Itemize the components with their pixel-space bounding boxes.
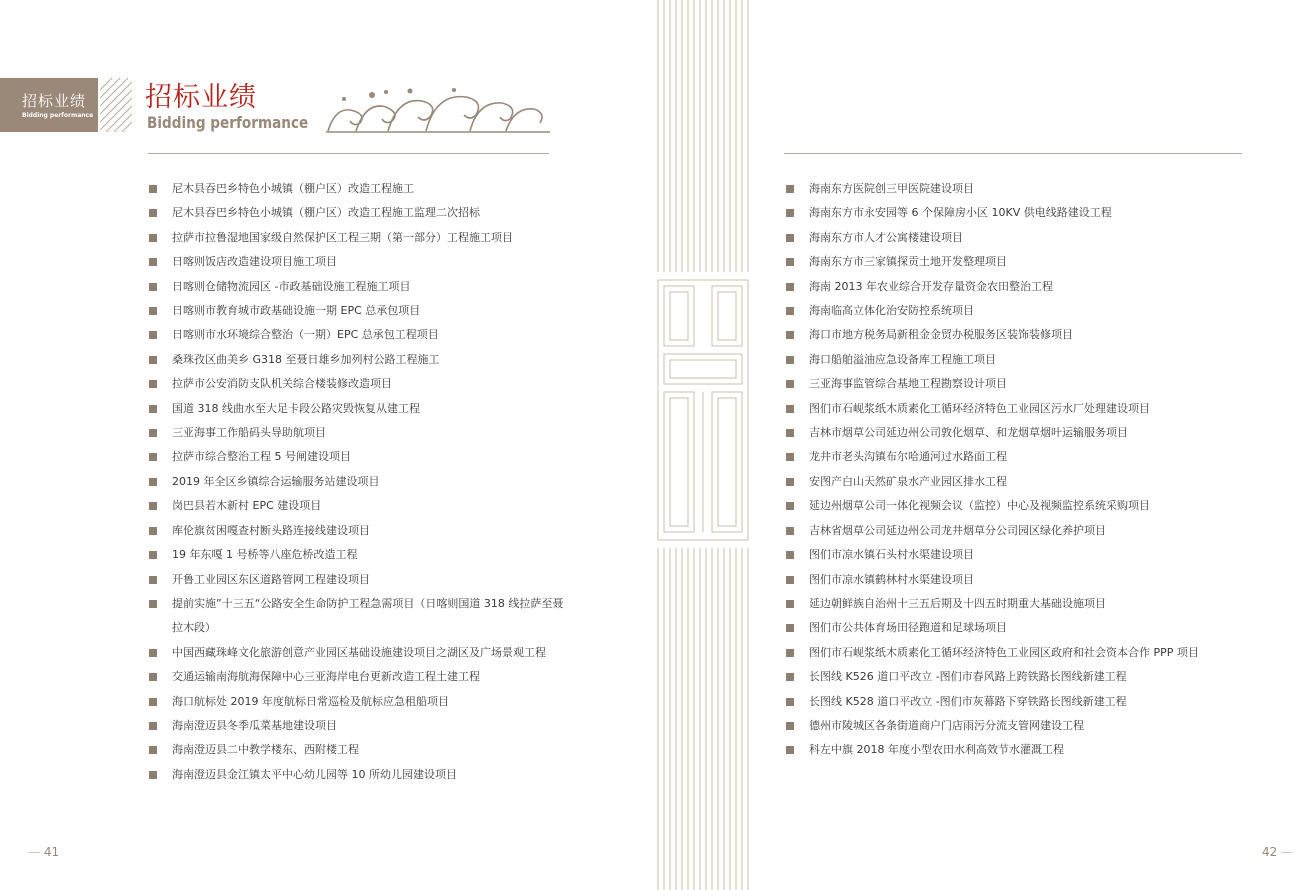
list-item (149, 372, 569, 396)
list-item-text: 德州市陵城区各条街道商户门店雨污分流支管网建设工程 (809, 718, 1084, 732)
list-item (786, 543, 1236, 567)
list-item-text: 海南东方医院创三甲医院建设项目 (809, 182, 974, 195)
page-title: 招标业绩 (145, 82, 257, 113)
list-item (786, 470, 1236, 494)
square-bullet-icon (149, 429, 157, 437)
list-item (786, 665, 1236, 689)
square-bullet-icon (149, 551, 157, 559)
square-bullet-icon (149, 405, 157, 413)
page-number-left-text: 41 (43, 845, 60, 859)
list-item (786, 421, 1236, 445)
center-fret-ornament (655, 0, 751, 890)
list-item (786, 201, 1236, 225)
list-item (149, 665, 569, 689)
list-item (149, 738, 569, 762)
square-bullet-icon (786, 209, 794, 217)
square-bullet-icon (149, 185, 157, 193)
list-item-text: 拉萨市拉鲁湿地国家级自然保护区工程三期（第一部分）工程施工项目 (172, 230, 513, 244)
list-item-text: 日喀则市教育城市政基础设施一期 EPC 总承包项目 (172, 304, 421, 318)
list-item (149, 445, 569, 469)
list-item (786, 690, 1236, 714)
list-item (149, 397, 569, 421)
list-item-text: 吉林省烟草公司延边州公司龙井烟草分公司园区绿化养护项目 (809, 523, 1106, 537)
list-item-text: 海南东方市人才公寓楼建设项目 (809, 230, 963, 244)
square-bullet-icon (786, 673, 794, 681)
list-item (149, 299, 569, 323)
list-item (149, 641, 569, 665)
list-item-text: 三亚海事工作船码头导助航项目 (172, 426, 326, 440)
list-item (786, 372, 1236, 396)
square-bullet-icon (149, 234, 157, 242)
right-divider (784, 153, 1242, 154)
square-bullet-icon (786, 527, 794, 535)
square-bullet-icon (149, 453, 157, 461)
page-number-right-text: 42 (1262, 845, 1278, 859)
list-item-text: 海南澄迈县二中教学楼东、西附楼工程 (172, 743, 359, 757)
list-item (786, 323, 1236, 347)
list-item (786, 177, 1236, 201)
list-item-text: 交通运输南海航海保障中心三亚海岸电台更新改造工程土建工程 (172, 670, 480, 684)
list-item-text: 2019 年全区乡镇综合运输服务站建设项目 (172, 474, 380, 488)
square-bullet-icon (149, 307, 157, 315)
page-number-right (1262, 845, 1293, 859)
square-bullet-icon (786, 453, 794, 461)
list-item-text: 国道 318 线曲水至大足卡段公路灾毁恢复从建工程 (172, 401, 420, 415)
list-item (149, 226, 569, 250)
list-item-text: 岗巴县若木新村 EPC 建设项目 (172, 499, 322, 513)
square-bullet-icon (786, 722, 794, 730)
list-item (149, 421, 569, 445)
list-item-text: 海口市地方税务局新租金金贸办税服务区装饰装修项目 (809, 328, 1073, 342)
square-bullet-icon (786, 576, 794, 584)
list-item-text: 开鲁工业园区东区道路管网工程建设项目 (172, 572, 370, 586)
list-item-text: 尼木县吞巴乡特色小城镇（棚户区）改造工程施工监理二次招标 (172, 206, 480, 220)
list-item (149, 177, 569, 201)
list-item-text: 海南临高立体化治安防控系统项目 (809, 304, 974, 318)
square-bullet-icon (149, 771, 157, 779)
list-item (149, 470, 569, 494)
list-item (786, 738, 1236, 762)
square-bullet-icon (786, 624, 794, 632)
list-item (149, 494, 569, 518)
square-bullet-icon (786, 551, 794, 559)
section-tab-title: 招标业绩 (22, 92, 87, 110)
square-bullet-icon (786, 283, 794, 291)
list-item-text: 海口船舶溢油应急设备库工程施工项目 (809, 352, 996, 366)
left-project-list (149, 177, 569, 787)
list-item (786, 226, 1236, 250)
list-item-text: 海口航标处 2019 年度航标日常巡检及航标应急租船项目 (172, 694, 449, 708)
dash-icon: — (28, 845, 44, 859)
list-item-text: 海南澄迈县金江镇太平中心幼儿园等 10 所幼儿园建设项目 (172, 767, 457, 781)
list-item-text: 延边州烟草公司一体化视频会议（监控）中心及视频监控系统采购项目 (809, 499, 1150, 513)
list-item-text: 桑珠孜区曲美乡 G318 至聂日雄乡加列村公路工程施工 (172, 352, 440, 366)
square-bullet-icon (149, 209, 157, 217)
list-item (786, 494, 1236, 518)
list-item-text: 海南澄迈县冬季瓜菜基地建设项目 (172, 718, 337, 732)
list-item-text: 拉萨市综合整治工程 5 号闸建设项目 (172, 450, 351, 464)
list-item (786, 275, 1236, 299)
wave-ornament (326, 87, 550, 133)
list-item-text: 海南东方市永安园等 6 个保障房小区 10KV 供电线路建设工程 (809, 206, 1112, 220)
list-item-text: 图们市公共体育场田径跑道和足球场项目 (809, 621, 1007, 635)
list-item-text: 科左中旗 2018 年度小型农田水利高效节水灌溉工程 (809, 743, 1064, 757)
square-bullet-icon (149, 502, 157, 510)
list-item-text: 图们市凉水镇鹤林村水渠建设项目 (809, 572, 974, 586)
list-item (786, 714, 1236, 738)
page-subtitle: Bidding performance (147, 113, 309, 132)
square-bullet-icon (149, 283, 157, 291)
list-item (149, 714, 569, 738)
list-item-text: 龙井市老头沟镇布尔哈通河过水路面工程 (809, 450, 1007, 464)
list-item (149, 275, 569, 299)
square-bullet-icon (786, 258, 794, 266)
square-bullet-icon (786, 234, 794, 242)
list-item-text: 19 年东嘎 1 号桥等八座危桥改造工程 (172, 548, 358, 562)
square-bullet-icon (149, 527, 157, 535)
list-item-text: 日喀则仓储物流园区 -市政基础设施工程施工项目 (172, 279, 411, 293)
list-item (786, 592, 1236, 616)
square-bullet-icon (786, 307, 794, 315)
square-bullet-icon (786, 429, 794, 437)
list-item (786, 299, 1236, 323)
list-item (786, 568, 1236, 592)
list-item (786, 519, 1236, 543)
list-item-text: 提前实施”十三五“公路安全生命防护工程急需项目（日喀则国道 318 线拉萨至聂拉木段） (172, 596, 564, 635)
list-item-text: 尼木县吞巴乡特色小城镇（棚户区）改造工程施工 (172, 182, 414, 195)
list-item (149, 763, 569, 787)
list-item (149, 250, 569, 274)
square-bullet-icon (786, 331, 794, 339)
list-item-text: 库伦旗贫困嘎查村断头路连接线建设项目 (172, 523, 370, 537)
hatch-decoration (100, 78, 132, 132)
list-item-text: 吉林市烟草公司延边州公司敦化烟草、和龙烟草烟叶运输服务项目 (809, 426, 1128, 440)
square-bullet-icon (149, 478, 157, 486)
list-item-text: 海南东方市三家镇探贡土地开发整理项目 (809, 255, 1007, 269)
square-bullet-icon (149, 356, 157, 364)
left-divider (148, 153, 549, 154)
list-item-text: 拉萨市公安消防支队机关综合楼装修改造项目 (172, 377, 392, 391)
list-item-text: 延边朝鲜族自治州十三五后期及十四五时期重大基础设施项目 (809, 596, 1106, 610)
list-item (149, 690, 569, 714)
square-bullet-icon (149, 600, 157, 608)
page-number-left (28, 845, 59, 859)
square-bullet-icon (786, 380, 794, 388)
square-bullet-icon (786, 746, 794, 754)
list-item (786, 445, 1236, 469)
square-bullet-icon (786, 405, 794, 413)
list-item-text: 长图线 K526 道口平改立 -图们市春风路上跨铁路长图线新建工程 (809, 670, 1127, 684)
square-bullet-icon (786, 478, 794, 486)
list-item (149, 543, 569, 567)
square-bullet-icon (786, 502, 794, 510)
square-bullet-icon (149, 258, 157, 266)
square-bullet-icon (149, 746, 157, 754)
section-tab (0, 78, 98, 132)
list-item (786, 250, 1236, 274)
list-item-text: 中国西藏珠峰文化旅游创意产业园区基础设施建设项目之湖区及广场景观工程 (172, 645, 546, 659)
list-item-text: 日喀则饭店改造建设项目施工项目 (172, 255, 337, 269)
square-bullet-icon (786, 356, 794, 364)
list-item (149, 323, 569, 347)
square-bullet-icon (149, 380, 157, 388)
square-bullet-icon (786, 649, 794, 657)
list-item (149, 592, 569, 641)
list-item (786, 641, 1236, 665)
list-item (149, 568, 569, 592)
list-item-text: 三亚海事监管综合基地工程勘察设计项目 (809, 377, 1007, 391)
list-item (786, 397, 1236, 421)
right-project-list (786, 177, 1236, 763)
list-item-text: 图们市石岘浆纸木质素化工循环经济特色工业园区政府和社会资本合作 PPP 项目 (809, 645, 1199, 659)
square-bullet-icon (786, 185, 794, 193)
square-bullet-icon (149, 673, 157, 681)
list-item (149, 348, 569, 372)
list-item (149, 519, 569, 543)
list-item-text: 海南 2013 年农业综合开发存量资金农田整治工程 (809, 279, 1053, 293)
list-item-text: 图们市石岘浆纸木质素化工循环经济特色工业园区污水厂处理建设项目 (809, 401, 1150, 415)
square-bullet-icon (786, 698, 794, 706)
section-tab-subtitle: Bidding performance (22, 112, 94, 119)
list-item (786, 616, 1236, 640)
square-bullet-icon (786, 600, 794, 608)
list-item (786, 348, 1236, 372)
square-bullet-icon (149, 649, 157, 657)
square-bullet-icon (149, 698, 157, 706)
square-bullet-icon (149, 576, 157, 584)
square-bullet-icon (149, 722, 157, 730)
list-item-text: 长图线 K528 道口平改立 -图们市灰幕路下穿铁路长图线新建工程 (809, 694, 1127, 708)
dash-icon: — (1277, 845, 1294, 859)
list-item-text: 日喀则市水环境综合整治（一期）EPC 总承包工程项目 (172, 328, 439, 342)
list-item-text: 安图产白山天然矿泉水产业园区排水工程 (809, 474, 1007, 488)
list-item (149, 201, 569, 225)
list-item-text: 图们市凉水镇石头村水渠建设项目 (809, 548, 974, 562)
square-bullet-icon (149, 331, 157, 339)
